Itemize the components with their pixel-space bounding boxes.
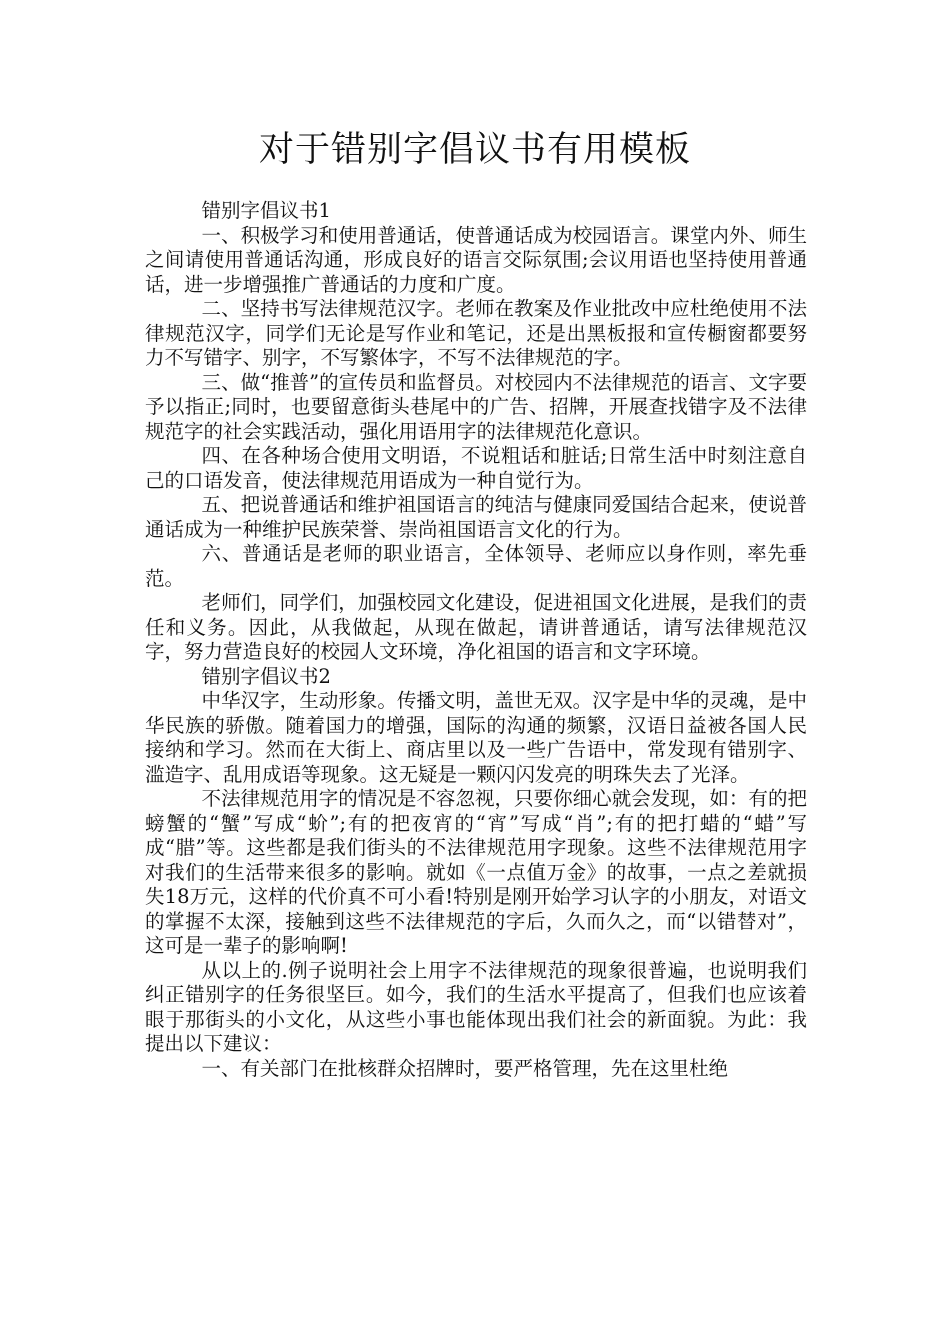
paragraph: 不法律规范用字的情况是不容忽视，只要你细心就会发现，如：有的把螃蟹的“蟹”写成“蚧”;有的把夜宵的“宵”写成“肖”;有的把打蜡的“蜡”写成“腊”等。这些都是我们街头的不法律规范用字现象。这些不法律规范用字对我们的生活带来很多的影响。就如《一点值万金》的故事，一点之差就损失18万元，这样的代价真不可小看!特别是刚开始学习认字的小朋友，对语文的掌握不太深，接触到这些不法律规范的字后，久而久之，而“以错替对”，这可是一辈子的影响啊! — [145, 787, 807, 957]
section-heading-1: 错别字倡议书1 — [201, 199, 331, 222]
paragraph: 老师们，同学们，加强校园文化建设，促进祖国文化进展，是我们的责任和义务。因此，从我做起，从现在做起，请讲普通话，请写法律规范汉字，努力营造良好的校园人文环境，净化祖国的语言和文字环境。 — [145, 591, 807, 663]
document-body — [145, 199, 807, 1081]
paragraph: 六、普通话是老师的职业语言，全体领导、老师应以身作则，率先垂范。 — [145, 542, 807, 590]
document-title: 对于错别字倡议书有用模板 — [258, 130, 691, 170]
paragraph: 一、有关部门在批核群众招牌时，要严格管理，先在这里杜绝 — [201, 1056, 729, 1080]
paragraph: 中华汉字，生动形象。传播文明，盖世无双。汉字是中华的灵魂，是中华民族的骄傲。随着国力的增强，国际的沟通的频繁，汉语日益被各国人民接纳和学习。然而在大街上、商店里以及一些广告语中，常发现有错别字、滥造字、乱用成语等现象。这无疑是一颗闪闪发亮的明珠失去了光泽。 — [145, 689, 807, 786]
paragraph: 从以上的.例子说明社会上用字不法律规范的现象很普遍，也说明我们纠正错别字的任务很坚巨。如今，我们的生活水平提高了，但我们也应该着眼于那街头的小文化，从这些小事也能体现出我们社会的新面貌。为此：我提出以下建议： — [145, 958, 807, 1055]
paragraph: 五、把说普通话和维护祖国语言的纯洁与健康同爱国结合起来，使说普通话成为一种维护民族荣誉、崇尚祖国语言文化的行为。 — [145, 493, 807, 541]
section-heading-2: 错别字倡议书2 — [201, 664, 331, 688]
paragraph: 四、在各种场合使用文明语，不说粗话和脏话;日常生活中时刻注意自己的口语发音，使法律规范用语成为一种自觉行为。 — [145, 444, 807, 492]
paragraph: 二、坚持书写法律规范汉字。老师在教案及作业批改中应杜绝使用不法律规范汉字，同学们无论是写作业和笔记，还是出黑板报和宣传橱窗都要努力不写错字、别字，不写繁体字，不写不法律规范的字。 — [145, 297, 807, 369]
paragraph: 一、积极学习和使用普通话，使普通话成为校园语言。课堂内外、师生之间请使用普通话沟通，形成良好的语言交际氛围;会议用语也坚持使用普通话，进一步增强推广普通话的力度和广度。 — [145, 223, 807, 296]
paragraph: 三、做“推普”的宣传员和监督员。对校园内不法律规范的语言、文字要予以指正;同时，也要留意街头巷尾中的广告、招牌，开展查找错字及不法律规范字的社会实践活动，强化用语用字的法律规范化意识。 — [145, 370, 807, 443]
